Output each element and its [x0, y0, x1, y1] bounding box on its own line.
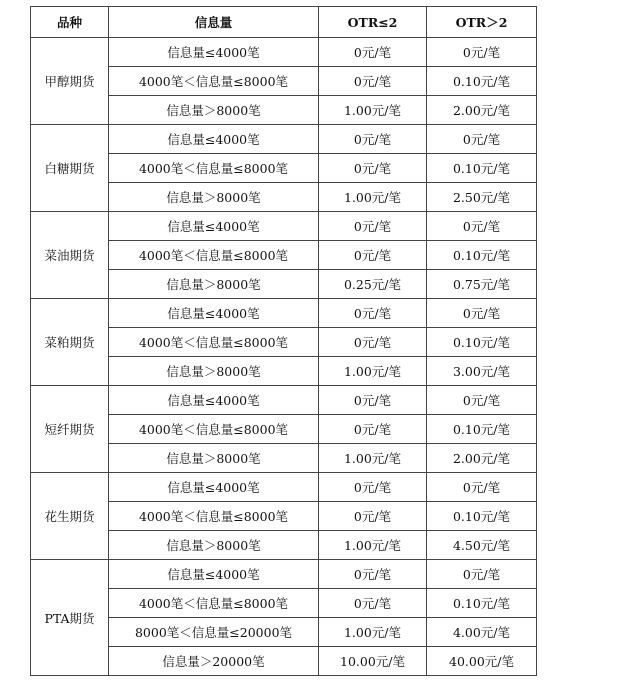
- volume-cell: 4000笔＜信息量≤8000笔: [109, 589, 319, 618]
- product-name-cell: 菜油期货: [31, 212, 109, 299]
- otr-gt2-cell: 0.10元/笔: [427, 502, 537, 531]
- otr-gt2-cell: 0.10元/笔: [427, 415, 537, 444]
- otr-gt2-cell: 0元/笔: [427, 38, 537, 67]
- otr-gt2-cell: 4.50元/笔: [427, 531, 537, 560]
- otr-le2-cell: 0元/笔: [319, 589, 427, 618]
- header-row: [31, 7, 537, 38]
- volume-cell: 4000笔＜信息量≤8000笔: [109, 154, 319, 183]
- header-otr-gt2: OTR＞2: [427, 7, 537, 38]
- table-header: [31, 7, 537, 38]
- otr-le2-cell: 1.00元/笔: [319, 183, 427, 212]
- otr-gt2-cell: 0元/笔: [427, 212, 537, 241]
- otr-le2-cell: 0元/笔: [319, 560, 427, 589]
- otr-gt2-cell: 0元/笔: [427, 473, 537, 502]
- otr-le2-cell: 1.00元/笔: [319, 531, 427, 560]
- fee-table: [30, 6, 537, 676]
- volume-cell: 4000笔＜信息量≤8000笔: [109, 328, 319, 357]
- volume-cell: 信息量＞8000笔: [109, 183, 319, 212]
- otr-le2-cell: 0元/笔: [319, 212, 427, 241]
- otr-gt2-cell: 3.00元/笔: [427, 357, 537, 386]
- table-row: [31, 212, 537, 241]
- table-row: [31, 125, 537, 154]
- volume-cell: 信息量＞8000笔: [109, 270, 319, 299]
- table-row: [31, 38, 537, 67]
- volume-cell: 信息量≤4000笔: [109, 38, 319, 67]
- header-volume: 信息量: [109, 7, 319, 38]
- otr-gt2-cell: 0元/笔: [427, 560, 537, 589]
- otr-le2-cell: 1.00元/笔: [319, 618, 427, 647]
- volume-cell: 4000笔＜信息量≤8000笔: [109, 415, 319, 444]
- table-body: [31, 38, 537, 676]
- otr-le2-cell: 0元/笔: [319, 328, 427, 357]
- otr-gt2-cell: 0元/笔: [427, 125, 537, 154]
- otr-le2-cell: 0元/笔: [319, 125, 427, 154]
- volume-cell: 4000笔＜信息量≤8000笔: [109, 502, 319, 531]
- otr-gt2-cell: 2.00元/笔: [427, 96, 537, 125]
- otr-gt2-cell: 0.10元/笔: [427, 241, 537, 270]
- otr-le2-cell: 0元/笔: [319, 415, 427, 444]
- volume-cell: 信息量＞8000笔: [109, 96, 319, 125]
- volume-cell: 信息量≤4000笔: [109, 386, 319, 415]
- otr-gt2-cell: 4.00元/笔: [427, 618, 537, 647]
- otr-gt2-cell: 2.00元/笔: [427, 444, 537, 473]
- product-name-cell: 菜粕期货: [31, 299, 109, 386]
- product-name-cell: 短纤期货: [31, 386, 109, 473]
- product-name-cell: PTA期货: [31, 560, 109, 676]
- volume-cell: 4000笔＜信息量≤8000笔: [109, 67, 319, 96]
- otr-le2-cell: 0元/笔: [319, 67, 427, 96]
- otr-le2-cell: 0元/笔: [319, 241, 427, 270]
- volume-cell: 信息量＞20000笔: [109, 647, 319, 676]
- otr-le2-cell: 0元/笔: [319, 154, 427, 183]
- volume-cell: 信息量＞8000笔: [109, 531, 319, 560]
- volume-cell: 信息量≤4000笔: [109, 212, 319, 241]
- otr-le2-cell: 1.00元/笔: [319, 444, 427, 473]
- otr-gt2-cell: 0.75元/笔: [427, 270, 537, 299]
- volume-cell: 信息量≤4000笔: [109, 473, 319, 502]
- otr-gt2-cell: 2.50元/笔: [427, 183, 537, 212]
- volume-cell: 信息量≤4000笔: [109, 299, 319, 328]
- header-otr-le2: OTR≤2: [319, 7, 427, 38]
- header-product: 品种: [31, 7, 109, 38]
- volume-cell: 信息量≤4000笔: [109, 125, 319, 154]
- product-name-cell: 甲醇期货: [31, 38, 109, 125]
- otr-gt2-cell: 0.10元/笔: [427, 154, 537, 183]
- otr-le2-cell: 0元/笔: [319, 299, 427, 328]
- volume-cell: 8000笔＜信息量≤20000笔: [109, 618, 319, 647]
- otr-gt2-cell: 40.00元/笔: [427, 647, 537, 676]
- volume-cell: 4000笔＜信息量≤8000笔: [109, 241, 319, 270]
- otr-le2-cell: 1.00元/笔: [319, 96, 427, 125]
- volume-cell: 信息量＞8000笔: [109, 444, 319, 473]
- volume-cell: 信息量≤4000笔: [109, 560, 319, 589]
- product-name-cell: 花生期货: [31, 473, 109, 560]
- otr-le2-cell: 0元/笔: [319, 386, 427, 415]
- otr-le2-cell: 0元/笔: [319, 502, 427, 531]
- table-row: [31, 560, 537, 589]
- table-row: [31, 299, 537, 328]
- otr-gt2-cell: 0.10元/笔: [427, 589, 537, 618]
- otr-le2-cell: 10.00元/笔: [319, 647, 427, 676]
- otr-le2-cell: 0元/笔: [319, 38, 427, 67]
- otr-gt2-cell: 0元/笔: [427, 299, 537, 328]
- otr-gt2-cell: 0元/笔: [427, 386, 537, 415]
- table-row: [31, 473, 537, 502]
- otr-le2-cell: 0.25元/笔: [319, 270, 427, 299]
- volume-cell: 信息量＞8000笔: [109, 357, 319, 386]
- otr-le2-cell: 1.00元/笔: [319, 357, 427, 386]
- otr-gt2-cell: 0.10元/笔: [427, 67, 537, 96]
- table-row: [31, 386, 537, 415]
- otr-gt2-cell: 0.10元/笔: [427, 328, 537, 357]
- product-name-cell: 白糖期货: [31, 125, 109, 212]
- otr-le2-cell: 0元/笔: [319, 473, 427, 502]
